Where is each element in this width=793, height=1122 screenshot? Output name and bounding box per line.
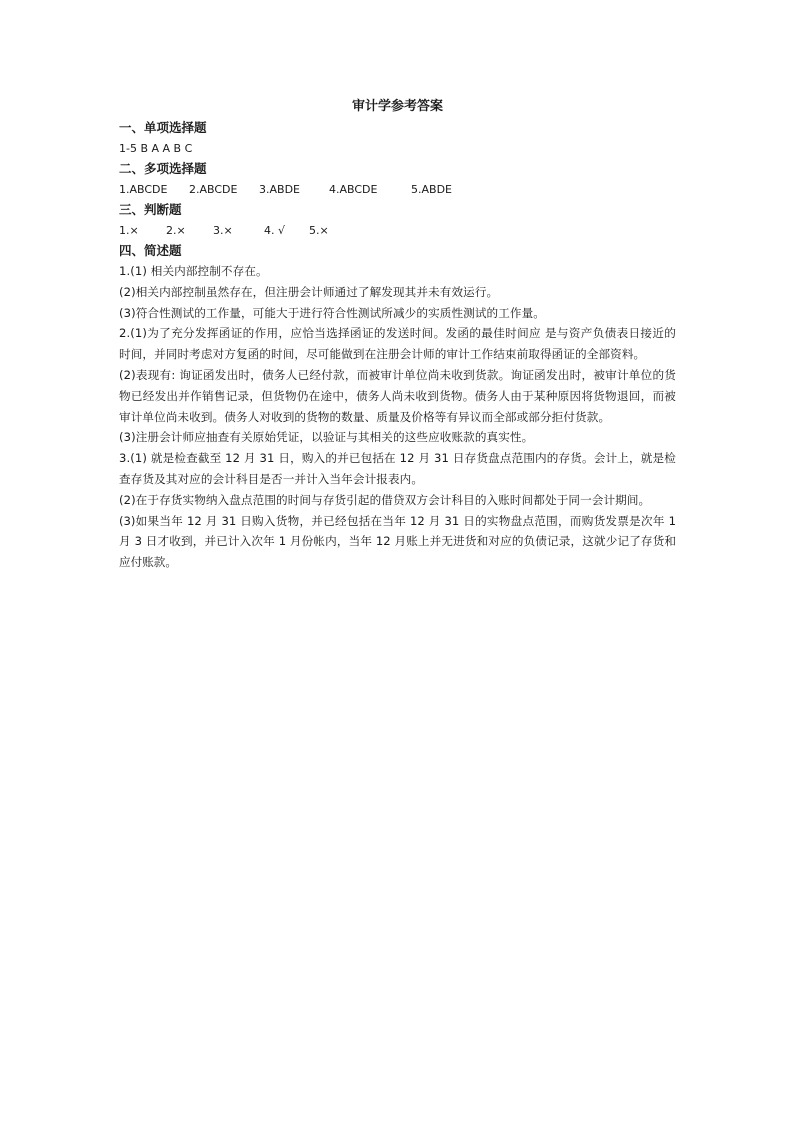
short-answer-paragraph: (3)如果当年 12 月 31 日购入货物，并已经包括在当年 12 月 31 日的实物盘点范围，而购货发票是次年 1 月 3 日才收到，并已计入次年 1 月份帐内，当年 12 月账上并无进货和对应的负债记录，这就少记了存货和应付账款。 xyxy=(119,513,676,570)
tf-answer-2: 2.× xyxy=(166,224,186,237)
tf-answer-1: 1.× xyxy=(119,224,139,237)
true-false-answers xyxy=(119,220,676,241)
mc-answer-4: 4.ABCDE xyxy=(329,183,378,196)
mc-answer-2: 2.ABCDE xyxy=(189,183,238,196)
short-answer-paragraph: 2.(1)为了充分发挥函证的作用，应恰当选择函证的发送时间。发函的最佳时间应 是与资产负债表日接近的时间，并同时考虑对方复函的时间，尽可能做到在注册会计师的审计工作结束前取得函证的全部资料。 xyxy=(119,326,676,362)
document-content xyxy=(119,97,676,573)
multiple-choice-answers xyxy=(119,179,676,200)
short-answer-paragraph: (3)符合性测试的工作量，可能大于进行符合性测试所减少的实质性测试的工作量。 xyxy=(119,305,546,320)
section-heading-single-choice: 一、单项选择题 xyxy=(119,120,207,135)
mc-answer-1: 1.ABCDE xyxy=(119,183,168,196)
section-heading-multiple-choice: 二、多项选择题 xyxy=(119,161,207,176)
tf-answer-4: 4. √ xyxy=(264,224,286,237)
mc-answer-3: 3.ABDE xyxy=(259,183,300,196)
short-answer-paragraph: (2)表现有: 询证函发出时，债务人已经付款，而被审计单位尚未收到货款。询证函发出时，被审计单位的货物已经发出并作销售记录，但货物仍在途中，债务人尚未收到货物。债务人由于某种原因将货物退回，而被审计单位尚未收到。债务人对收到的货物的数量、质量及价格等有异议而全部或部分拒付货款。 xyxy=(119,367,676,424)
short-answer-paragraph: 3.(1) 就是检查截至 12 月 31 日，购入的并已包括在 12 月 31 日存货盘点范围内的存货。会计上，就是检查存货及其对应的会计科目是否一并计入当年会计报表内。 xyxy=(119,451,676,486)
section-heading-true-false: 三、判断题 xyxy=(119,202,182,217)
section-heading-short-answer: 四、简述题 xyxy=(119,243,182,258)
document-title: 审计学参考答案 xyxy=(351,99,443,114)
short-answer-paragraph: (2)相关内部控制虽然存在，但注册会计师通过了解发现其并未有效运行。 xyxy=(119,284,499,299)
single-choice-answers: 1-5 B A A B C xyxy=(119,142,193,155)
short-answer-paragraph: (2)在于存货实物纳入盘点范围的时间与存货引起的借贷双方会计科目的入账时间都处于同一会计期间。 xyxy=(119,492,651,507)
mc-answer-5: 5.ABDE xyxy=(411,183,452,196)
short-answer-paragraph: (3)注册会计师应抽查有关原始凭证，以验证与其相关的这些应收账款的真实性。 xyxy=(119,430,534,445)
tf-answer-3: 3.× xyxy=(213,224,233,237)
short-answer-paragraph: 1.(1) 相关内部控制不存在。 xyxy=(119,264,268,278)
tf-answer-5: 5.× xyxy=(309,224,329,237)
